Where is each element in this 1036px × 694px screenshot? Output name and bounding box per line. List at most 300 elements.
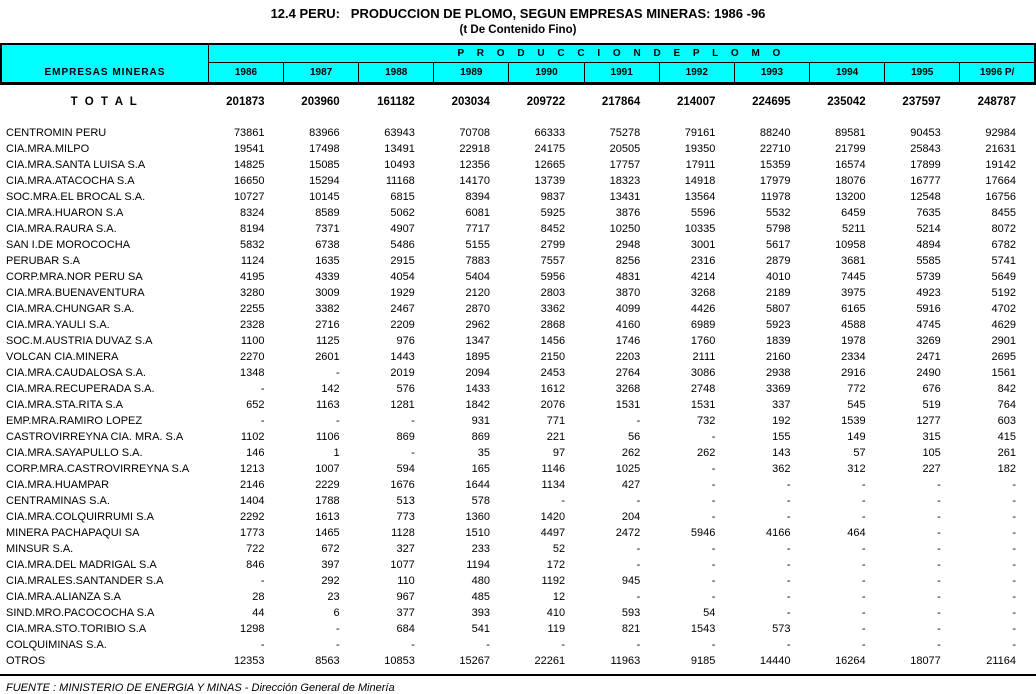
value-cell: 1531 [690, 399, 716, 411]
value-cell: 209722 [526, 96, 566, 108]
value-cell: 2453 [540, 367, 566, 379]
value-cell: 652 [246, 399, 265, 411]
value-cell: 2229 [315, 479, 340, 491]
value-cell: - [937, 607, 941, 619]
value-cell: 19541 [233, 143, 265, 155]
company-name-cell: VOLCAN CIA.MINERA [6, 351, 119, 363]
value-cell: 1194 [466, 559, 490, 571]
value-cell: 676 [922, 383, 941, 395]
value-cell: 52 [552, 543, 566, 555]
value-cell: 2019 [390, 367, 415, 379]
value-cell: - [636, 495, 641, 507]
value-cell: 1839 [766, 335, 791, 347]
value-cell: 764 [997, 399, 1016, 411]
column-header-empresas-mineras: EMPRESAS MINERAS [1, 44, 208, 84]
company-name-cell: CIA.MRA.HUAMPAR [6, 479, 110, 491]
value-cell: 248787 [977, 96, 1016, 108]
value-cell: 3086 [690, 367, 716, 379]
company-name-cell: CIA.MRA.RAURA S.A. [6, 223, 117, 235]
value-cell: 2868 [540, 319, 566, 331]
value-cell: 5923 [766, 319, 791, 331]
value-cell: - [1012, 559, 1016, 571]
value-cell: 172 [546, 559, 566, 571]
value-cell: 2328 [240, 319, 265, 331]
value-cell: 3268 [690, 287, 716, 299]
table-row [1, 253, 1035, 269]
value-cell: 2270 [240, 351, 265, 363]
value-cell: 18077 [910, 655, 941, 667]
value-cell: 10493 [384, 159, 415, 171]
value-cell: 2870 [465, 303, 490, 315]
table-row [1, 461, 1035, 477]
value-cell: 1929 [390, 287, 415, 299]
value-cell: 1561 [991, 367, 1016, 379]
value-cell: 869 [396, 431, 415, 443]
value-cell: 1 [333, 447, 340, 459]
value-cell: - [786, 575, 791, 587]
value-cell: - [861, 479, 866, 491]
value-cell: 56 [627, 431, 641, 443]
value-cell: 1612 [540, 383, 566, 395]
value-cell: 13564 [684, 191, 716, 203]
value-cell: 16264 [835, 655, 866, 667]
value-cell: 337 [772, 399, 791, 411]
value-cell: 1025 [615, 463, 641, 475]
value-cell: - [786, 559, 791, 571]
value-cell: 19142 [985, 159, 1016, 171]
value-cell: 6165 [841, 303, 866, 315]
value-cell: 8194 [240, 223, 265, 235]
value-cell: 8589 [315, 207, 340, 219]
value-cell: 13200 [835, 191, 866, 203]
value-cell: 221 [546, 431, 566, 443]
value-cell: 105 [922, 447, 941, 459]
value-cell: - [1012, 639, 1016, 651]
year-column-header: 1996 P/ [960, 63, 1035, 84]
value-cell: 415 [997, 431, 1016, 443]
value-cell: 1613 [315, 511, 340, 523]
value-cell: 1788 [315, 495, 340, 507]
value-cell: - [861, 639, 866, 651]
value-cell: 5741 [991, 255, 1016, 267]
value-cell: 4099 [615, 303, 641, 315]
value-cell: 4745 [916, 319, 941, 331]
company-name-cell: MINSUR S.A. [6, 543, 74, 555]
year-column-header: 1990 [509, 63, 584, 84]
value-cell: 57 [853, 447, 866, 459]
value-cell: 1842 [465, 399, 490, 411]
value-cell: 17911 [685, 159, 716, 171]
value-cell: 15085 [309, 159, 340, 171]
value-cell: 10145 [309, 191, 340, 203]
value-cell: 3280 [240, 287, 265, 299]
table-row [1, 381, 1035, 397]
value-cell: 161182 [377, 96, 415, 108]
value-cell: 1100 [240, 335, 265, 347]
value-cell: 1213 [240, 463, 265, 475]
value-cell: 66333 [534, 127, 566, 139]
value-cell: - [260, 415, 265, 427]
value-cell: 4195 [240, 271, 265, 283]
value-cell: - [1012, 575, 1016, 587]
value-cell: - [336, 639, 340, 651]
value-cell: 2879 [766, 255, 791, 267]
value-cell: 397 [321, 559, 340, 571]
value-cell: 21631 [985, 143, 1016, 155]
value-cell: 18323 [609, 175, 641, 187]
company-name-cell: CORP.MRA.NOR PERU SA [6, 271, 143, 283]
value-cell: - [1012, 495, 1016, 507]
value-cell: 312 [847, 463, 866, 475]
value-cell: 576 [396, 383, 415, 395]
value-cell: 1077 [390, 559, 415, 571]
value-cell: - [260, 575, 265, 587]
company-name-cell: CENTRAMINAS S.A. [6, 495, 110, 507]
value-cell: 4054 [390, 271, 415, 283]
value-cell: 16574 [835, 159, 866, 171]
value-cell: 410 [546, 607, 566, 619]
value-cell: 5404 [465, 271, 490, 283]
company-name-cell: COLQUIMINAS S.A. [6, 639, 107, 651]
value-cell: 1281 [390, 399, 415, 411]
value-cell: 1124 [240, 255, 265, 267]
value-cell: 1510 [465, 527, 490, 539]
table-row [1, 429, 1035, 445]
table-row [1, 509, 1035, 525]
value-cell: 2203 [615, 351, 641, 363]
value-cell: 15267 [459, 655, 490, 667]
value-cell: 3369 [766, 383, 791, 395]
value-cell: - [861, 559, 866, 571]
company-name-cell: CIA.MRA.STA.RITA S.A [6, 399, 123, 411]
value-cell: 7635 [916, 207, 941, 219]
value-cell: - [861, 607, 866, 619]
company-name-cell: T O T A L [70, 96, 139, 108]
value-cell: 3975 [841, 287, 866, 299]
value-cell: - [861, 543, 866, 555]
value-cell: 3681 [841, 255, 866, 267]
value-cell: 2803 [540, 287, 566, 299]
company-name-cell: CIA.MRA.CHUNGAR S.A. [6, 303, 135, 315]
value-cell: 3268 [615, 383, 641, 395]
year-column-header: 1994 [810, 63, 885, 84]
value-cell: 1773 [240, 527, 265, 539]
value-cell: - [1012, 623, 1016, 635]
value-cell: 5798 [766, 223, 791, 235]
value-cell: 149 [847, 431, 866, 443]
company-name-cell: SOC.M.AUSTRIA DUVAZ S.A [6, 335, 153, 347]
table-row [1, 157, 1035, 173]
value-cell: 73861 [233, 127, 265, 139]
value-cell: 1543 [690, 623, 716, 635]
value-cell: - [636, 591, 641, 603]
value-cell: 2146 [240, 479, 265, 491]
value-cell: 593 [621, 607, 641, 619]
value-cell: 5062 [390, 207, 415, 219]
value-cell: 3009 [315, 287, 340, 299]
value-cell: 5214 [916, 223, 941, 235]
value-cell: 2799 [540, 239, 566, 251]
value-cell: 5649 [991, 271, 1016, 283]
company-name-cell: EMP.MRA.RAMIRO LOPEZ [6, 415, 143, 427]
value-cell: 17979 [759, 175, 791, 187]
value-cell: 233 [471, 543, 490, 555]
value-cell: - [711, 575, 716, 587]
value-cell: 2094 [465, 367, 490, 379]
table-row [1, 365, 1035, 381]
value-cell: 2938 [766, 367, 791, 379]
value-cell: 3870 [615, 287, 641, 299]
value-cell: 8455 [991, 207, 1016, 219]
company-name-cell: CORP.MRA.CASTROVIRREYNA S.A [6, 463, 190, 475]
value-cell: 2916 [841, 367, 866, 379]
value-cell: 165 [471, 463, 490, 475]
value-cell: 237597 [902, 96, 941, 108]
value-cell: 262 [697, 447, 716, 459]
value-cell: - [937, 527, 941, 539]
value-cell: 63943 [384, 127, 415, 139]
value-cell: 1978 [841, 335, 866, 347]
value-cell: 945 [621, 575, 641, 587]
value-cell: 204 [621, 511, 641, 523]
company-name-cell: CIA.MRA.YAULI S.A. [6, 319, 110, 331]
value-cell: 20505 [609, 143, 641, 155]
value-cell: 9185 [690, 655, 716, 667]
value-cell: 8324 [240, 207, 265, 219]
value-cell: 6738 [315, 239, 340, 251]
value-cell: 771 [546, 415, 566, 427]
production-table [0, 43, 1036, 669]
value-cell: - [861, 623, 866, 635]
table-row [1, 493, 1035, 509]
value-cell: 17899 [910, 159, 941, 171]
value-cell: 4497 [540, 527, 566, 539]
value-cell: 1433 [465, 383, 490, 395]
value-cell: 2962 [465, 319, 490, 331]
value-cell: - [336, 415, 340, 427]
company-name-cell: SOC.MRA.EL BROCAL S.A. [6, 191, 146, 203]
value-cell: - [786, 607, 791, 619]
value-cell: - [260, 383, 265, 395]
value-cell: 1192 [541, 575, 566, 587]
page-subtitle: (t De Contenido Fino) [459, 24, 577, 36]
value-cell: - [711, 591, 716, 603]
table-row [1, 237, 1035, 253]
value-cell: 75278 [609, 127, 641, 139]
value-cell: 393 [471, 607, 490, 619]
value-cell: 545 [847, 399, 866, 411]
value-cell: - [711, 463, 716, 475]
value-cell: - [1012, 591, 1016, 603]
value-cell: 16777 [910, 175, 941, 187]
value-cell: 4166 [766, 527, 791, 539]
value-cell: 142 [321, 383, 340, 395]
value-cell: 89581 [835, 127, 866, 139]
value-cell: - [786, 479, 791, 491]
value-cell: - [786, 591, 791, 603]
company-name-cell: CENTROMIN PERU [6, 127, 107, 139]
value-cell: 3269 [916, 335, 941, 347]
company-name-cell: CIA.MRA.SAYAPULLO S.A. [6, 447, 143, 459]
value-cell: 2160 [766, 351, 791, 363]
value-cell: 14440 [759, 655, 791, 667]
value-cell: 1106 [316, 431, 340, 443]
value-cell: 88240 [759, 127, 791, 139]
value-cell: 203960 [301, 96, 340, 108]
value-cell: 10335 [684, 223, 716, 235]
value-cell: 2695 [991, 351, 1016, 363]
value-cell: 1760 [690, 335, 716, 347]
value-cell: 1347 [465, 335, 490, 347]
company-name-cell: CIA.MRA.MILPO [6, 143, 90, 155]
value-cell: 262 [621, 447, 641, 459]
value-cell: - [861, 495, 866, 507]
table-row [1, 349, 1035, 365]
value-cell: 4629 [991, 319, 1016, 331]
value-cell: 480 [471, 575, 490, 587]
value-cell: 16650 [233, 175, 265, 187]
value-cell: 4831 [615, 271, 641, 283]
value-cell: 2076 [540, 399, 566, 411]
value-cell: 214007 [677, 96, 716, 108]
value-cell: - [486, 639, 490, 651]
table-row [1, 413, 1035, 429]
value-cell: 18076 [835, 175, 866, 187]
value-cell: 11963 [610, 655, 641, 667]
value-cell: 92984 [985, 127, 1016, 139]
value-cell: 842 [997, 383, 1016, 395]
company-name-cell: SAN I.DE MOROCOCHA [6, 239, 131, 251]
value-cell: 5832 [240, 239, 265, 251]
value-cell: 2748 [690, 383, 716, 395]
company-name-cell: OTROS [6, 655, 46, 667]
value-cell: - [1012, 479, 1016, 491]
value-cell: 1531 [615, 399, 641, 411]
value-cell: 821 [621, 623, 641, 635]
value-cell: 5585 [916, 255, 941, 267]
value-cell: 869 [471, 431, 490, 443]
value-cell: 5211 [842, 223, 866, 235]
value-cell: - [937, 559, 941, 571]
value-cell: 578 [471, 495, 490, 507]
value-cell: - [937, 575, 941, 587]
value-cell: 11168 [385, 175, 415, 187]
value-cell: - [937, 639, 941, 651]
value-cell: 5155 [465, 239, 490, 251]
value-cell: 235042 [827, 96, 866, 108]
value-cell: 2292 [240, 511, 265, 523]
group-header-row [1, 44, 1035, 63]
table-row [1, 301, 1035, 317]
value-cell: - [861, 591, 866, 603]
value-cell: 35 [477, 447, 490, 459]
company-name-cell: CIA.MRA.BUENAVENTURA [6, 287, 145, 299]
value-cell: 362 [772, 463, 791, 475]
value-cell: 13739 [534, 175, 566, 187]
table-row [1, 621, 1035, 637]
value-cell: 327 [396, 543, 415, 555]
value-cell: 2150 [540, 351, 566, 363]
value-cell: - [1012, 527, 1016, 539]
year-column-header: 1993 [734, 63, 809, 84]
value-cell: 1676 [390, 479, 415, 491]
value-cell: 10958 [835, 239, 866, 251]
value-cell: 1404 [240, 495, 265, 507]
table-row [1, 189, 1035, 205]
value-cell: 79161 [684, 127, 716, 139]
value-cell: 5807 [766, 303, 791, 315]
value-cell: 21799 [835, 143, 866, 155]
value-cell: 485 [471, 591, 490, 603]
company-name-cell: CIA.MRA.ATACOCHA S.A [6, 175, 135, 187]
value-cell: - [937, 591, 941, 603]
value-cell: - [711, 639, 716, 651]
value-cell: 1298 [240, 623, 265, 635]
value-cell: 10853 [384, 655, 415, 667]
value-cell: 12 [552, 591, 566, 603]
value-cell: - [786, 511, 791, 523]
value-cell: - [1012, 543, 1016, 555]
company-name-cell: CIA.MRA.ALIANZA S.A [6, 591, 121, 603]
value-cell: 5532 [766, 207, 791, 219]
value-cell: 155 [772, 431, 791, 443]
value-cell: 1465 [315, 527, 340, 539]
value-cell: 1360 [465, 511, 490, 523]
value-cell: - [937, 623, 941, 635]
value-cell: 14825 [233, 159, 265, 171]
value-cell: 5596 [690, 207, 716, 219]
value-cell: - [711, 559, 716, 571]
table-row [1, 173, 1035, 189]
value-cell: - [411, 639, 415, 651]
table-row [1, 573, 1035, 589]
value-cell: 22261 [534, 655, 566, 667]
value-cell: 2915 [390, 255, 415, 267]
value-cell: 22710 [759, 143, 791, 155]
table-row [1, 141, 1035, 157]
value-cell: 7371 [315, 223, 340, 235]
value-cell: 97 [552, 447, 566, 459]
value-cell: 4010 [766, 271, 791, 283]
value-cell: 3001 [690, 239, 716, 251]
value-cell: 1007 [315, 463, 340, 475]
value-cell: - [937, 511, 941, 523]
value-cell: 7883 [465, 255, 490, 267]
value-cell: 2120 [465, 287, 490, 299]
value-cell: 6782 [991, 239, 1016, 251]
value-cell: 24175 [534, 143, 566, 155]
value-cell: 13431 [609, 191, 641, 203]
value-cell: 4160 [615, 319, 641, 331]
value-cell: 8256 [615, 255, 641, 267]
value-cell: - [937, 543, 941, 555]
company-name-cell: CIA.MRA.STO.TORIBIO S.A [6, 623, 147, 635]
value-cell: 15294 [309, 175, 340, 187]
value-cell: 110 [397, 575, 415, 587]
value-cell: 1134 [541, 479, 566, 491]
company-name-cell: CIA.MRA.CAUDALOSA S.A. [6, 367, 146, 379]
value-cell: 14170 [459, 175, 490, 187]
value-cell: 10727 [233, 191, 265, 203]
value-cell: 2334 [841, 351, 866, 363]
value-cell: 5739 [916, 271, 941, 283]
value-cell: - [1012, 511, 1016, 523]
value-cell: 6989 [690, 319, 716, 331]
year-column-header: 1987 [284, 63, 359, 84]
company-name-cell: PERUBAR S.A [6, 255, 80, 267]
value-cell: 13491 [384, 143, 415, 155]
table-body [1, 84, 1035, 670]
